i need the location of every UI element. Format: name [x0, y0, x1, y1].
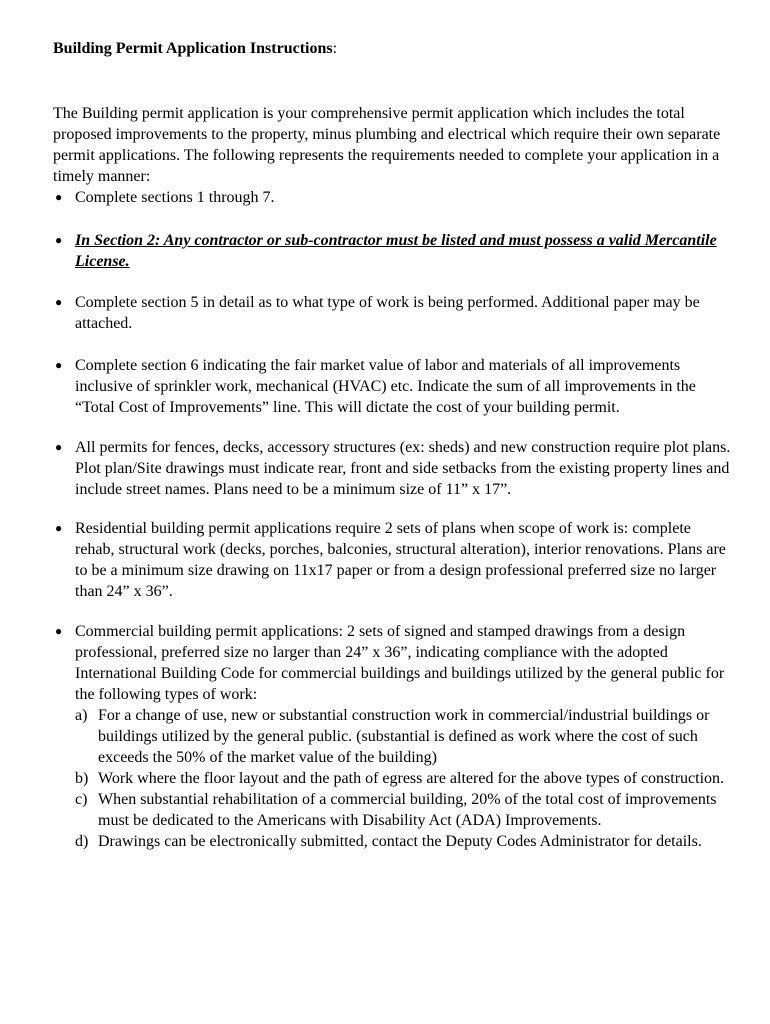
document-title-text: Building Permit Application Instructions [53, 40, 333, 57]
requirement-text-emphasized: In Section 2: Any contractor or sub-contractor must be listed and must possess a valid Mercantile License. [75, 232, 717, 270]
bullet-icon: ● [55, 233, 63, 247]
sublist-marker: a) [75, 707, 88, 724]
requirement-item [53, 518, 733, 602]
intro-paragraph: The Building permit application is your comprehensive permit application which includes the total proposed improvements to the property, minus plumbing and electrical which require their own separate permit applications. The following represents the requirements needed to complete your application in a timely manner: [53, 105, 721, 185]
requirement-text: Complete section 6 indicating the fair market value of labor and materials of all improvements inclusive of sprinkler work, mechanical (HVAC) etc. Indicate the sum of all improvements in the “Total Cost of Improvements” line. This will dictate the cost of your building permit. [75, 357, 696, 416]
sublist-item [75, 789, 733, 831]
document-page [53, 38, 733, 852]
bullet-icon: ● [55, 295, 63, 309]
requirement-item [53, 437, 733, 500]
requirement-text: Complete sections 1 through 7. [75, 189, 275, 206]
sublist-marker: d) [75, 833, 89, 850]
requirement-item [53, 355, 733, 418]
requirement-item [53, 621, 733, 852]
sublist-text: When substantial rehabilitation of a commercial building, 20% of the total cost of improvements must be dedicated to the Americans with Disability Act (ADA) Improvements. [98, 791, 717, 829]
requirement-text: Residential building permit applications require 2 sets of plans when scope of work is: complete rehab, structural work (decks, porches, balconies, structural alteration), interior renovations. Plans are to be a minimum size drawing on 11x17 paper or from a design professional preferred size no larger than 24” x 36”. [75, 520, 726, 600]
sublist-text: Drawings can be electronically submitted, contact the Deputy Codes Administrator for details. [98, 833, 702, 850]
document-title [53, 38, 733, 59]
sublist-item [75, 768, 733, 789]
bullet-icon: ● [55, 440, 63, 454]
sublist-text: Work where the floor layout and the path of egress are altered for the above types of construction. [98, 770, 725, 787]
requirement-item [53, 187, 733, 208]
requirement-text: Complete section 5 in detail as to what type of work is being performed. Additional paper may be attached. [75, 294, 700, 332]
sublist-text: For a change of use, new or substantial construction work in commercial/industrial buildings or buildings utilized by the general public. (substantial is defined as work where the cost of such exceeds the 50% of the market value of the building) [98, 707, 710, 766]
requirement-text: Commercial building permit applications: 2 sets of signed and stamped drawings from a design professional, preferred size no larger than 24” x 36”, indicating compliance with the adopted International Building Code for commercial buildings and buildings utilized by the general public for the following types of work: [75, 623, 725, 703]
requirement-text: All permits for fences, decks, accessory structures (ex: sheds) and new construction require plot plans. Plot plan/Site drawings must indicate rear, front and side setbacks from the existing property lines and include street names. Plans need to be a minimum size of 11” x 17”. [75, 439, 731, 498]
bullet-icon: ● [55, 190, 63, 204]
document-title-colon: : [332, 40, 338, 57]
requirements-list [53, 187, 733, 852]
requirement-item [53, 292, 733, 334]
sublist-marker: b) [75, 770, 89, 787]
bullet-icon: ● [55, 358, 63, 372]
commercial-sublist [75, 705, 733, 852]
sublist-marker: c) [75, 791, 88, 808]
sublist-item [75, 831, 733, 852]
bullet-icon: ● [55, 624, 63, 638]
requirement-item [53, 230, 733, 272]
bullet-icon: ● [55, 521, 63, 535]
sublist-item [75, 705, 733, 768]
